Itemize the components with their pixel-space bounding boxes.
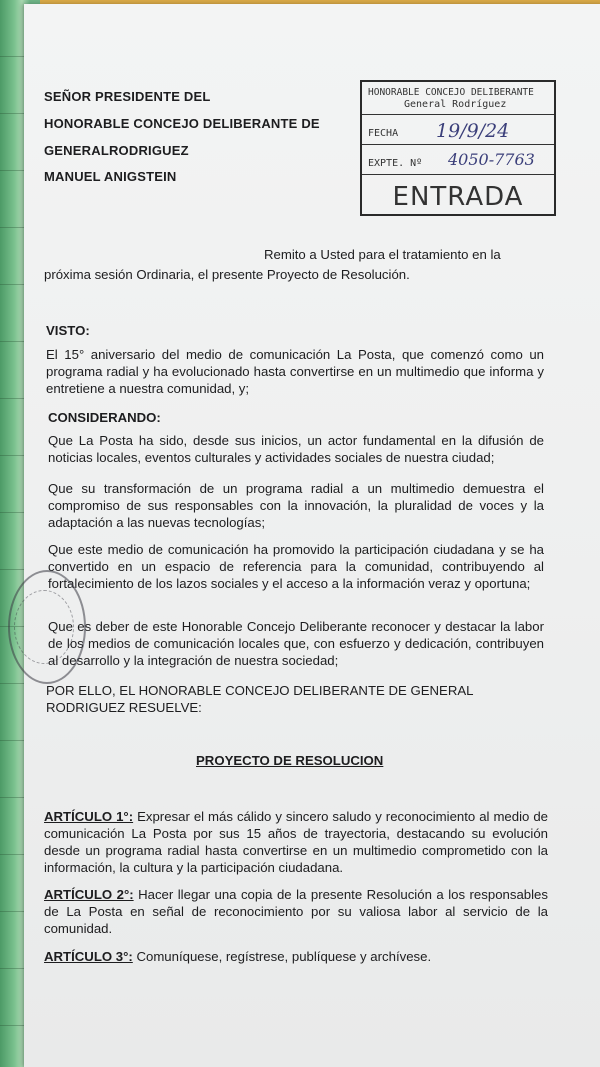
article-1	[44, 808, 548, 876]
considerando-paragraph-4: Que es deber de este Honorable Concejo Deliberante reconocer y destacar la labor de los medios de comunicación locales que, con esfuerzo y dedicación, contribuyen al desarrollo y la integración de nuestra sociedad;	[48, 619, 544, 668]
article-3-label: ARTÍCULO 3°:	[44, 949, 133, 964]
stamp-header-2: General Rodríguez	[404, 99, 507, 110]
stamp-header-1: HONORABLE CONCEJO DELIBERANTE	[368, 87, 534, 98]
considerando-heading: CONSIDERANDO:	[48, 410, 161, 425]
stamp-expte-value: 4050-7763	[448, 150, 535, 169]
intro-line-2: próxima sesión Ordinaria, el presente Proyecto de Resolución.	[44, 267, 410, 282]
addressee-line-4: MANUEL ANIGSTEIN	[44, 169, 177, 184]
addressee-line-2: HONORABLE CONCEJO DELIBERANTE DE	[44, 116, 320, 131]
article-3-text: Comuníquese, regístrese, publíquese y archívese.	[132, 949, 432, 964]
addressee-line-1: SEÑOR PRESIDENTE DEL	[44, 89, 211, 104]
article-3	[44, 948, 548, 965]
article-2-text: Hacer llegar una copia de la presente Resolución a los responsables de La Posta en señal de reconocimiento por su valiosa labor al servicio de la comunidad.	[44, 887, 548, 936]
official-seal-inner-ring	[14, 590, 74, 664]
article-2	[44, 886, 548, 937]
resolution-title: PROYECTO DE RESOLUCION	[196, 753, 384, 768]
reception-stamp	[360, 80, 556, 216]
article-2-label: ARTÍCULO 2°:	[44, 887, 134, 902]
stamp-fecha-label: FECHA	[368, 128, 399, 139]
resuelve-text: POR ELLO, EL HONORABLE CONCEJO DELIBERANTE DE GENERAL RODRIGUEZ RESUELVE:	[46, 683, 473, 715]
folder-edge	[0, 0, 24, 1067]
considerando-paragraph-1: Que La Posta ha sido, desde sus inicios, un actor fundamental en la difusión de noticias locales, eventos culturales y actividades sociales de nuestra ciudad;	[48, 433, 544, 465]
considerando-paragraph-2: Que su transformación de un programa radial a un multimedio demuestra el compromiso de sus responsables con la innovación, la pluralidad de voces y la adaptación a las nuevas tecnologías;	[48, 481, 544, 530]
visto-heading: VISTO:	[46, 323, 90, 338]
considerando-paragraph-3: Que este medio de comunicación ha promovido la participación ciudadana y se ha convertido en un espacio de referencia para la comunidad, contribuyendo al fortalecimiento de los lazos sociales y el acceso a la información veraz y oportuna;	[48, 542, 544, 591]
stamp-expte-label: EXPTE. Nº	[368, 158, 423, 169]
visto-text: El 15° aniversario del medio de comunicación La Posta, que comenzó como un programa radial y ha evolucionado hasta convertirse en un multimedio que informa y entretiene a nuestra comunidad, y;	[46, 347, 544, 396]
article-1-label: ARTÍCULO 1°:	[44, 809, 134, 824]
intro-line-1: Remito a Usted para el tratamiento en la	[264, 247, 501, 262]
stamp-fecha-value: 19/9/24	[436, 120, 510, 142]
stamp-entrada: ENTRADA	[392, 182, 524, 212]
addressee-line-3: GENERALRODRIGUEZ	[44, 143, 189, 158]
article-1-text: Expresar el más cálido y sincero saludo y reconocimiento al medio de comunicación La Posta por sus 15 años de trayectoria, destacando su evolución desde un programa radial hasta convertirse en un multimedio comprometido con la información, la cultura y la participación ciudadana.	[44, 809, 548, 875]
